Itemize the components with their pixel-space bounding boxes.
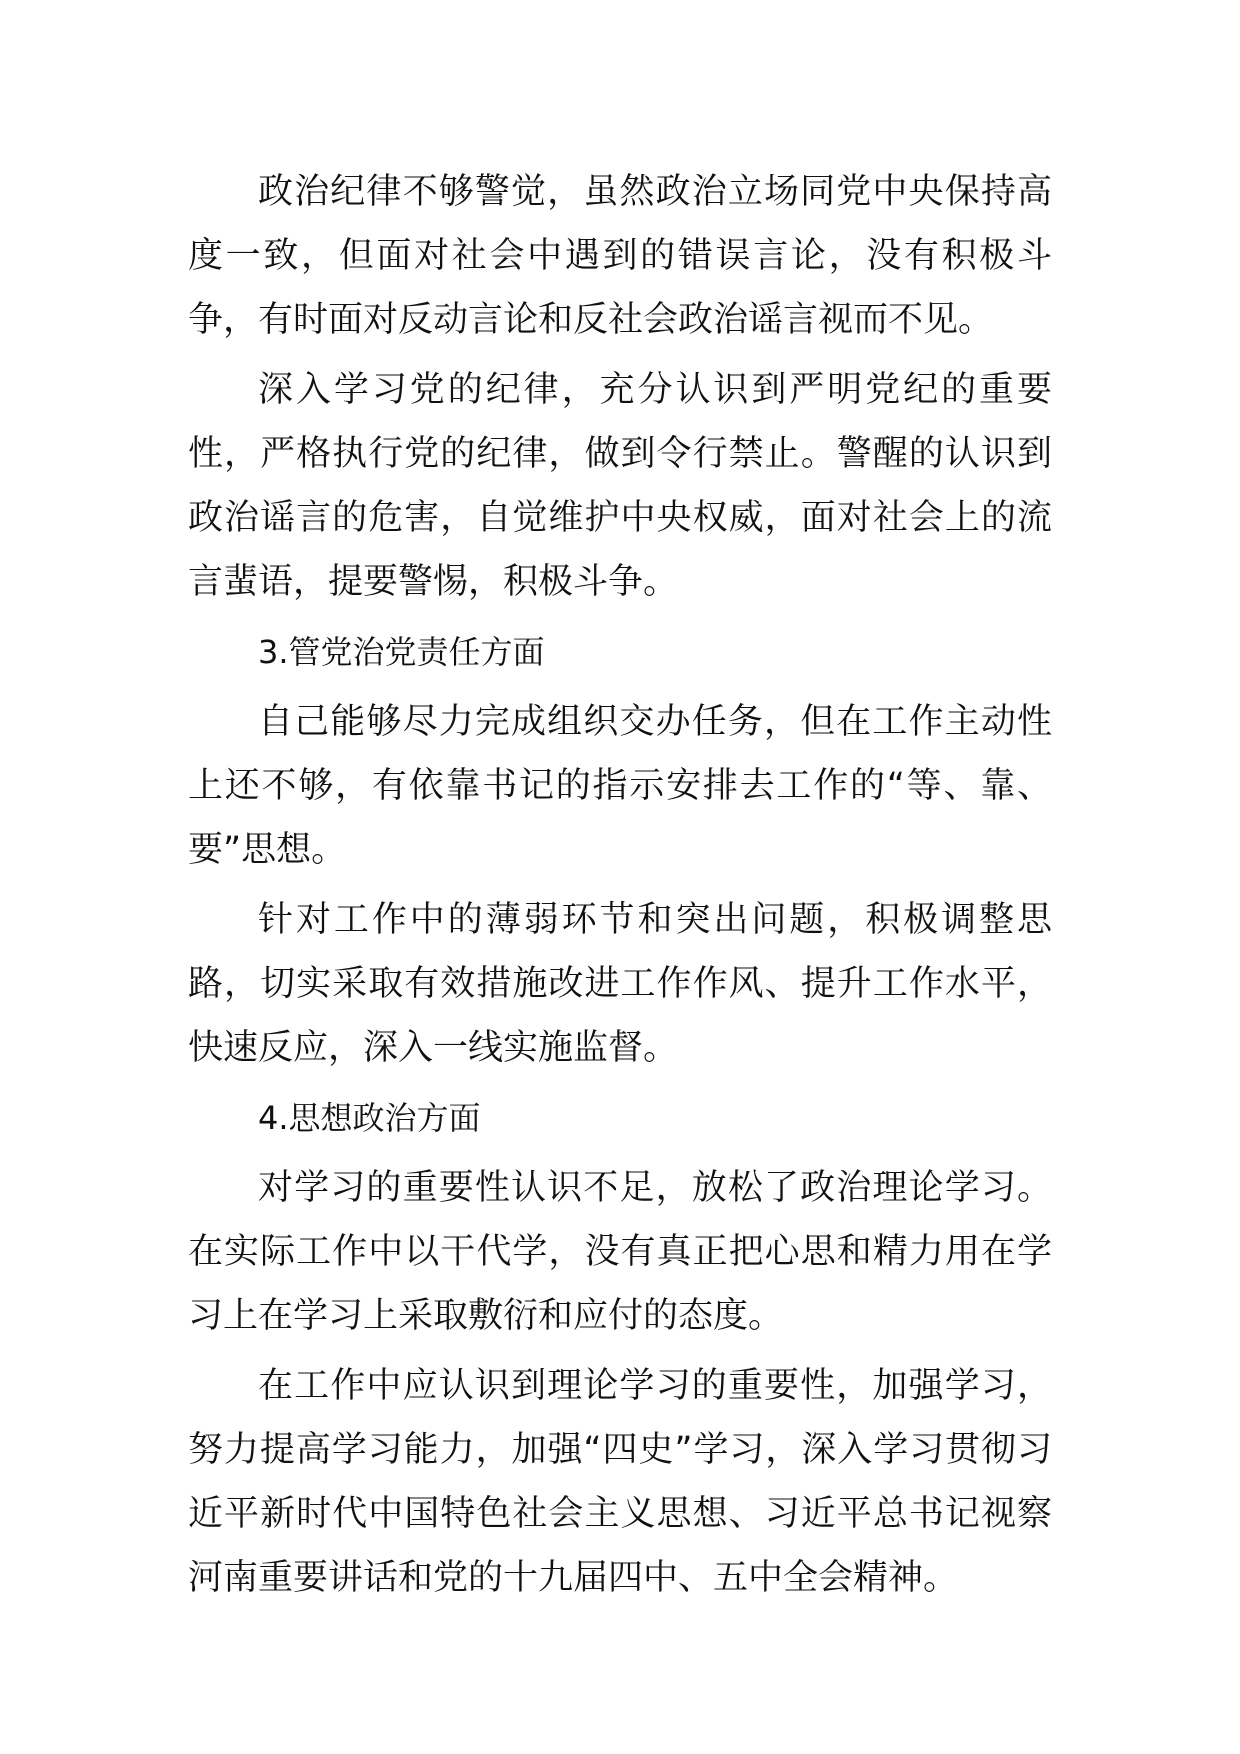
- paragraph-political-discipline-measure: 深入学习党的纪律，充分认识到严明党纪的重要性，严格执行党的纪律，做到令行禁止。警醒的认识到政治谣言的危害，自觉维护中央权威，面对社会上的流言蜚语，提要警惕，积极斗争。: [188, 370, 1052, 602]
- section-heading-ideological-political: 4.思想政治方面: [258, 1099, 481, 1137]
- paragraph-party-governance-issue: 自己能够尽力完成组织交办任务，但在工作主动性上还不够，有依靠书记的指示安排去工作的“等、靠、要”思想。: [188, 702, 1052, 870]
- section-heading-party-governance: 3.管党治党责任方面: [258, 633, 545, 671]
- paragraph-ideological-measure: 在工作中应认识到理论学习的重要性，加强学习，努力提高学习能力，加强“四史”学习，深入学习贯彻习近平新时代中国特色社会主义思想、习近平总书记视察河南重要讲话和党的十九届四中、五中全会精神。: [188, 1366, 1052, 1598]
- paragraph-party-governance-measure: 针对工作中的薄弱环节和突出问题，积极调整思路，切实采取有效措施改进工作作风、提升工作水平，快速反应，深入一线实施监督。: [188, 900, 1052, 1068]
- paragraph-political-discipline-issue: 政治纪律不够警觉，虽然政治立场同党中央保持高度一致，但面对社会中遇到的错误言论，没有积极斗争，有时面对反动言论和反社会政治谣言视而不见。: [188, 172, 1052, 340]
- paragraph-ideological-issue: 对学习的重要性认识不足，放松了政治理论学习。在实际工作中以干代学，没有真正把心思和精力用在学习上在学习上采取敷衍和应付的态度。: [188, 1168, 1052, 1336]
